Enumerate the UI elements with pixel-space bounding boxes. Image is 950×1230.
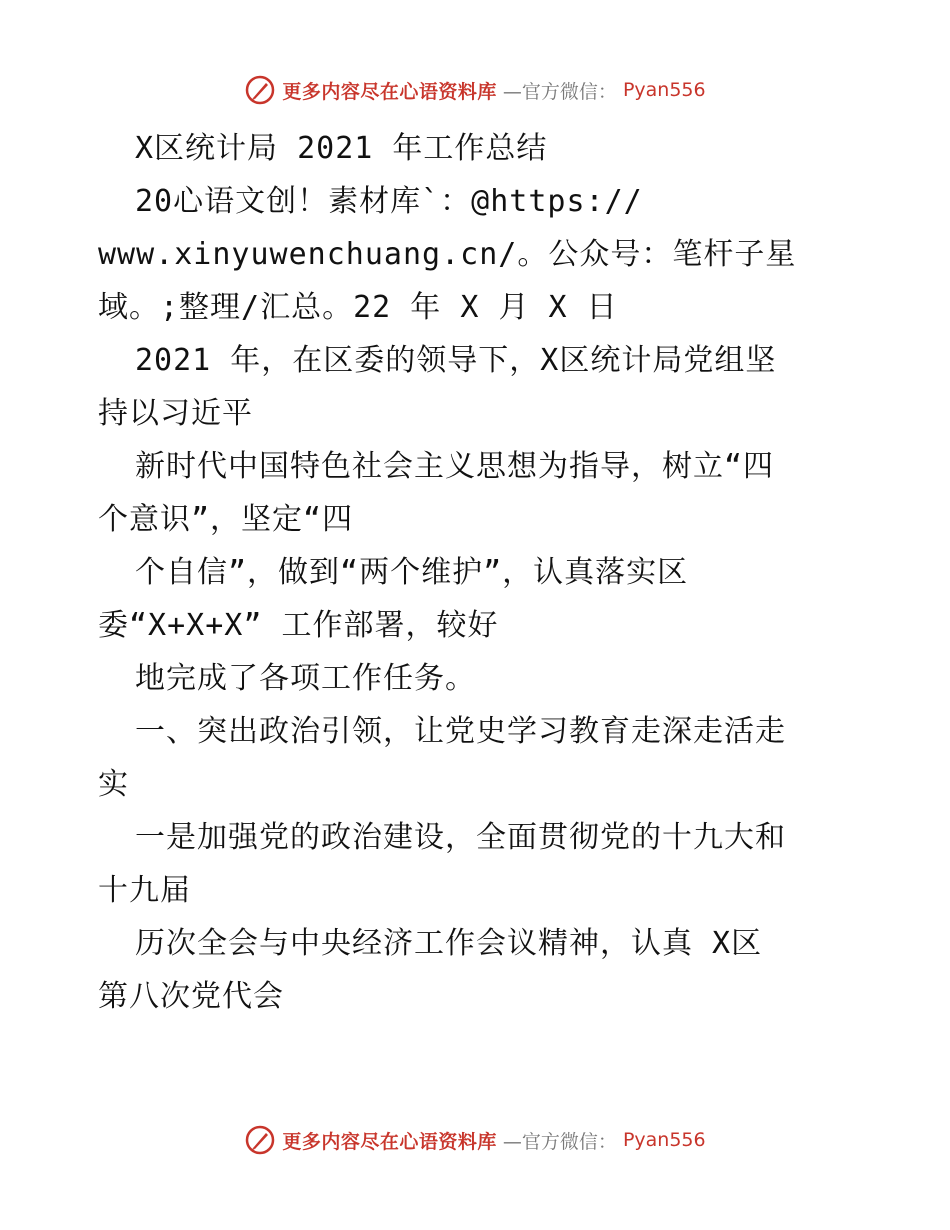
watermark-wechat-id: Pyan556	[622, 79, 706, 101]
watermark-site-text: 更多内容尽在心语资料库	[282, 80, 497, 103]
watermark-wechat-label: —官方微信：	[502, 1130, 617, 1153]
document-line: 个自信”，做到“两个维护”，认真落实区	[135, 555, 689, 590]
document-line: 持以习近平	[98, 396, 253, 431]
watermark-wechat-id: Pyan556	[622, 1129, 706, 1151]
document-line: 域。;整理/汇总。22 年 X 月 X 日	[98, 290, 618, 325]
document-line: 个意识”，坚定“四	[98, 502, 354, 537]
document-line: 20心语文创！素材库`：@https://	[135, 184, 643, 219]
document-body	[98, 122, 868, 1023]
feather-pen-logo-icon	[244, 1124, 276, 1156]
document-line: www.xinyuwenchuang.cn/。公众号：笔杆子星	[98, 237, 797, 272]
document-line: 一、突出政治引领，让党史学习教育走深走活走	[135, 714, 786, 749]
document-line: 2021 年，在区委的领导下，X区统计局党组坚	[135, 343, 777, 378]
document-line: 新时代中国特色社会主义思想为指导，树立“四	[135, 449, 775, 484]
document-line: 一是加强党的政治建设，全面贯彻党的十九大和	[135, 820, 786, 855]
document-line: 历次全会与中央经济工作会议精神，认真 X区	[135, 926, 763, 961]
document-line: 十九届	[98, 873, 191, 908]
feather-pen-logo-icon	[244, 74, 276, 106]
watermark-wechat-label: —官方微信：	[502, 80, 617, 103]
watermark-site-text: 更多内容尽在心语资料库	[282, 1130, 497, 1153]
document-line: 委“X+X+X” 工作部署，较好	[98, 608, 499, 643]
document-line: 实	[98, 767, 129, 802]
footer-watermark	[0, 1120, 950, 1160]
document-line: X区统计局 2021 年工作总结	[135, 131, 548, 166]
document-line: 地完成了各项工作任务。	[135, 661, 476, 696]
document-line: 第八次党代会	[98, 979, 284, 1014]
header-watermark	[0, 70, 950, 110]
